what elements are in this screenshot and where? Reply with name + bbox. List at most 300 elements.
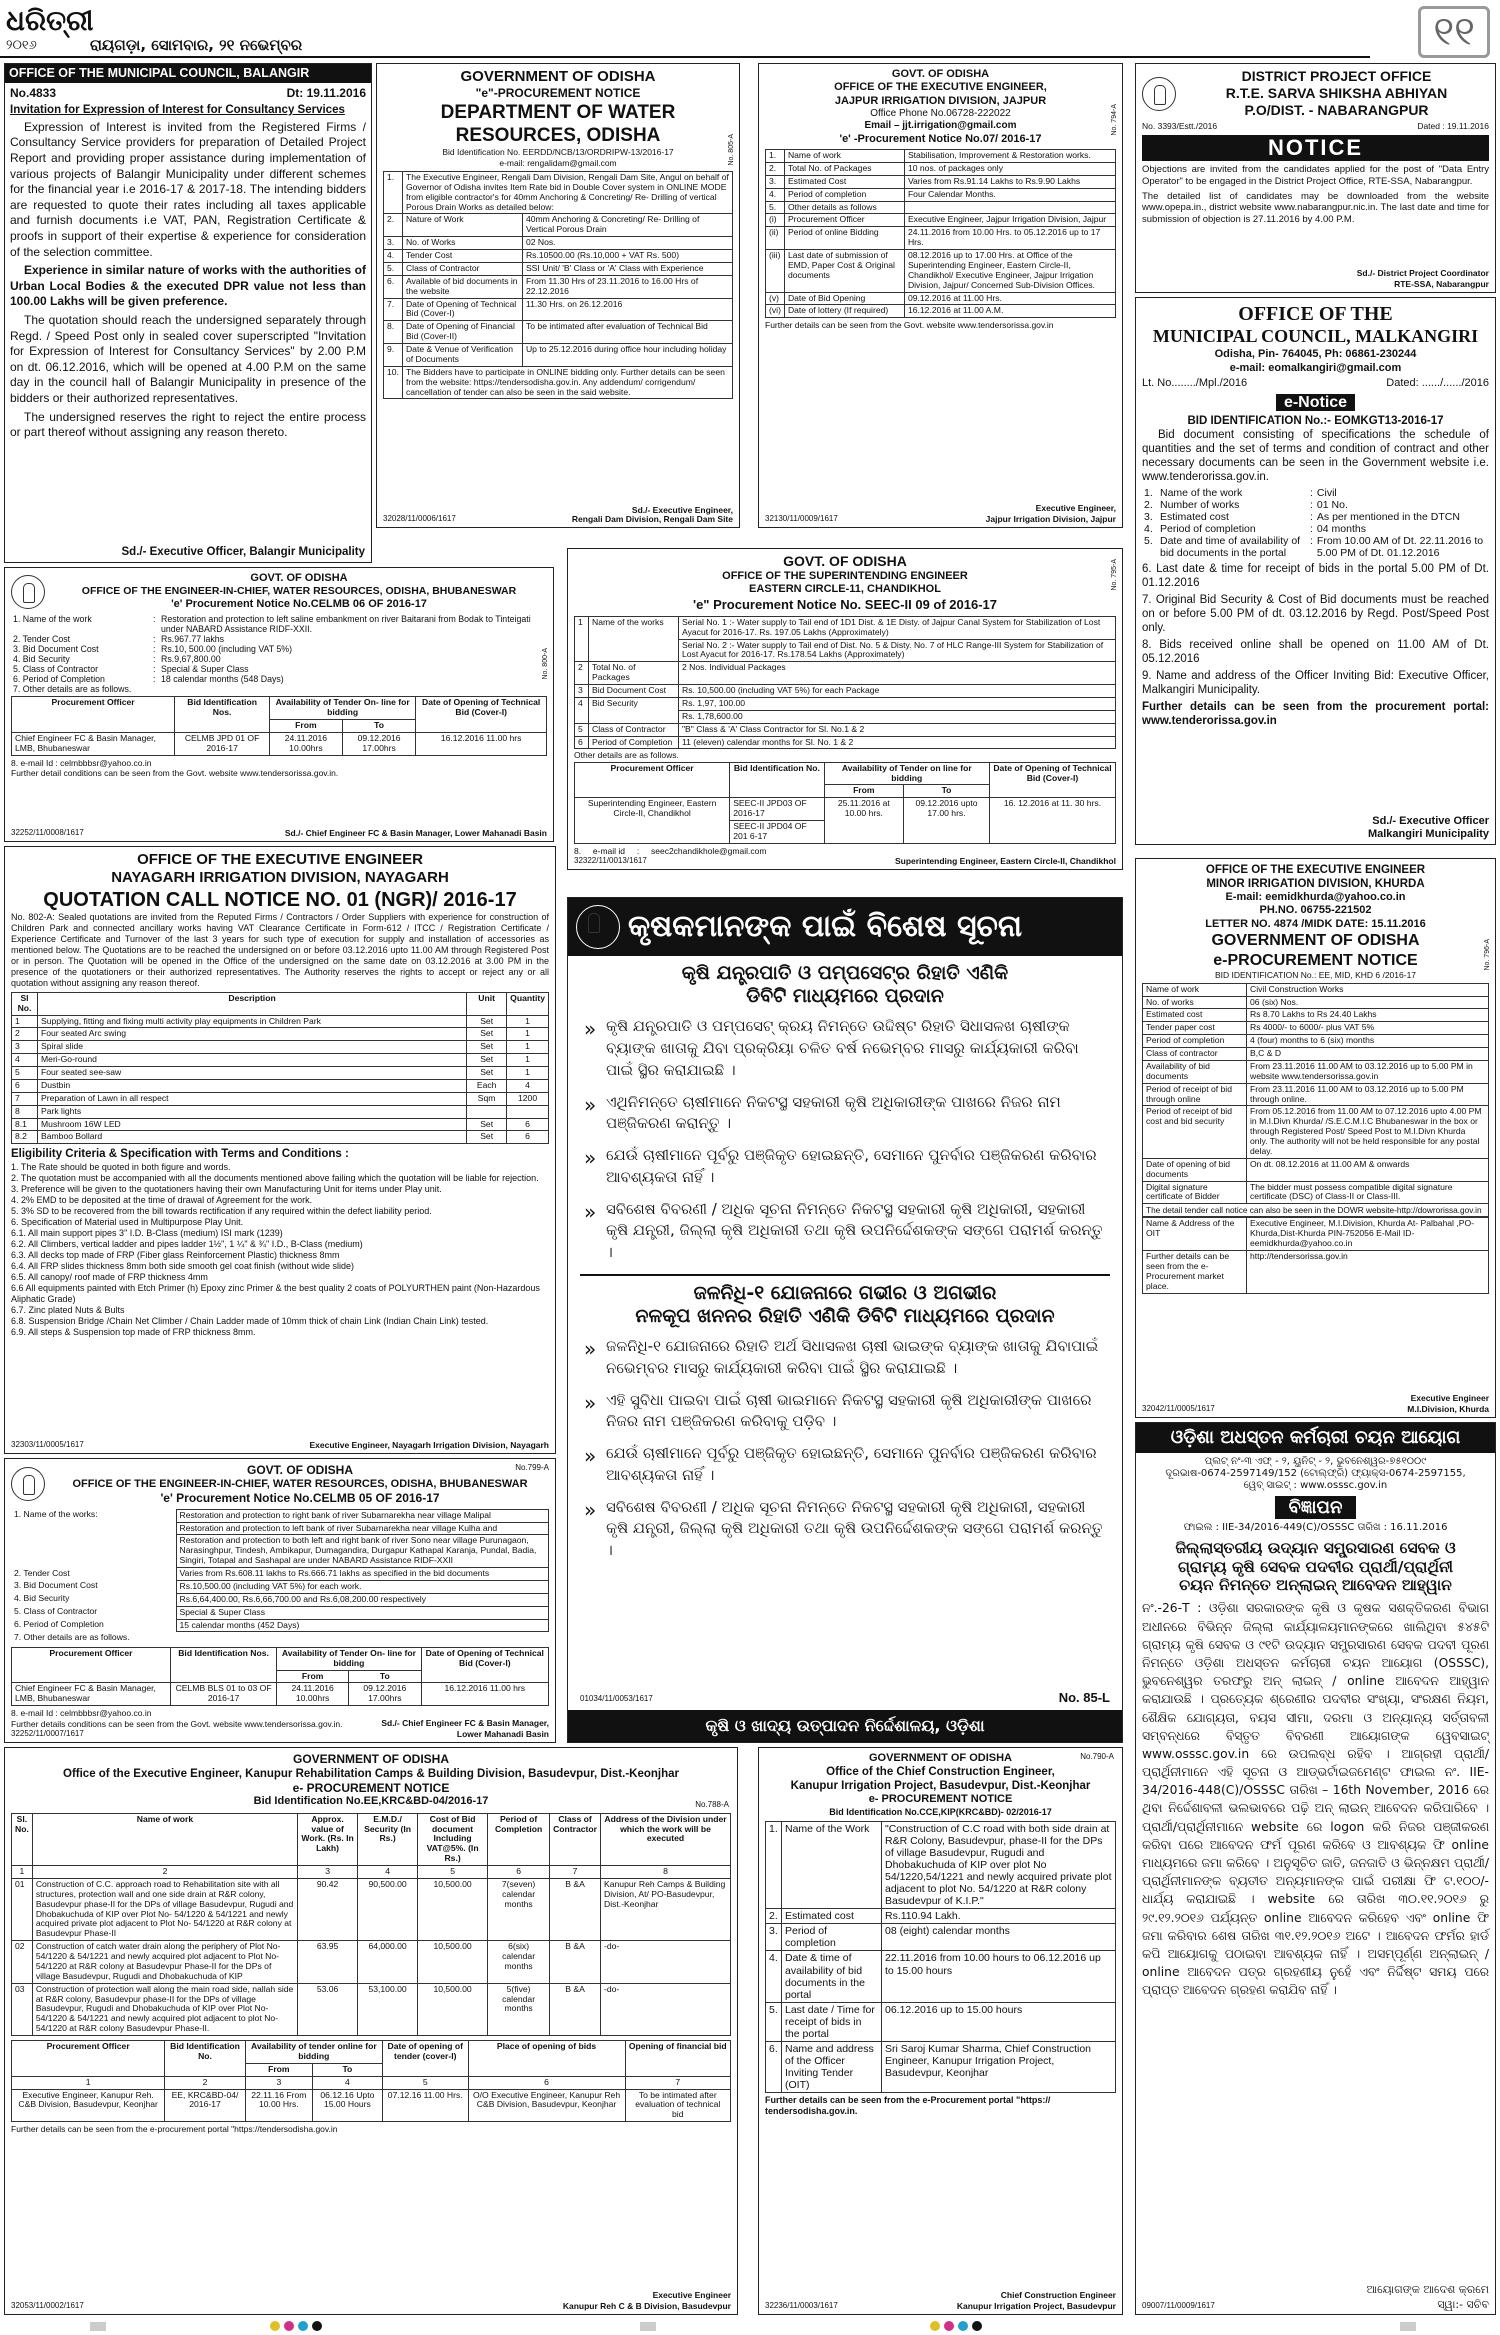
malk-cell: Period of completion <box>1160 523 1256 536</box>
nayagarh-cell: Preparation of Lawn in all respect <box>38 1092 467 1105</box>
nayagarh-cell: Mushroom 16W LED <box>38 1118 467 1131</box>
nayagarh-term: 6.2. All Climbers, vertical ladder and pipes ladder 1½", 1 ¼" & ¾" I.D., B-Class (medium) <box>11 1239 363 1250</box>
khurda-cell: http://tendersorissa.gov.in <box>1247 1251 1489 1294</box>
page-number: ୧୧ <box>1418 6 1490 58</box>
krushak-code: 01034/11/0053/1617 <box>580 1694 653 1704</box>
celmb06-item-cell: 1. Name of the work <box>13 613 92 624</box>
krushak-bullet: » ସବିଶେଷ ବିବରଣୀ / ଅଧିକ ସୂଚନା ନିମନ୍ତେ ନିକଟସ୍ଥ ସହକାରୀ କୃଷି ଅଧିକାରୀ, ସହକାରୀ କୃଷି ଯନ୍ତ୍ରୀ, ଜିଲ୍ଲା କୃଷି ଅଧିକାରୀ ତଥା କୃଷି ଉପନିର୍ଦ୍ଦେଶକଙ୍କ ସଙ୍ଗେ ପରାମର୍ଶ କରନ୍ତୁ । <box>580 1497 1110 1562</box>
dowr-line2: "e"-PROCUREMENT NOTICE <box>475 86 641 101</box>
kanupur1-cell: 10,500.00 <box>418 1941 488 1984</box>
nabarangpur-date: Dated : 19.11.2016 <box>1417 121 1489 132</box>
nayagarh-eligibility: Eligibility Criteria & Specification with Terms and Conditions : <box>11 1148 349 1161</box>
khurda-line1: OFFICE OF THE EXECUTIVE ENGINEER <box>1205 864 1426 876</box>
khurda-cell: Name of work <box>1143 983 1247 996</box>
kanupur2-cell: 6. <box>766 2041 782 2092</box>
balangir-signature: Sd./- Executive Officer, Balangir Municipality <box>121 545 365 558</box>
malk-cell: 4. <box>1144 523 1153 536</box>
kanupur2-cell: 1. <box>766 1821 782 1908</box>
kanupur1-cell: 06.12.16 Upto 15.00 Hours <box>312 2089 382 2122</box>
kanupur2-code: 32236/11/0003/1617 <box>765 2301 838 2311</box>
jajpur-cell: 08.12.2016 up to 17.00 Hrs. at Office of the Superintending Engineer, Eastern Circle-II, Chandikhol/ Executive Engineer, Jajpur Irrigation Division, Jajpur/ Concerned Sub-Division Offices. <box>904 250 1115 293</box>
malk-cell: 3. <box>1144 511 1153 524</box>
dowr-email: e-mail: rengalidam@gmail.com <box>499 157 617 168</box>
nayagarh-sign: Executive Engineer, Nayagarh Irrigation Division, Nayagarh <box>309 1439 549 1450</box>
kanupur1-line3: e- PROCUREMENT NOTICE <box>292 1780 450 1795</box>
khurda-line2: MINOR IRRIGATION DIVISION, KHURDA <box>1206 878 1425 891</box>
kanupur1-sign1: Executive Engineer <box>652 2289 731 2300</box>
registration-strip <box>0 2318 1500 2335</box>
balangir-para-3: The quotation should reach the undersigned separately through Regd. / Speed Post only in sealed cover superscripted "Invitation for Expression of Interest for Consultancy Services" by 2.00 P.M on dt. 06.12.2016, which will be opened at 4.00 P.M on the same day in the council hall of Balangir Municipality in presence of the bidders or their authorized representatives. <box>10 313 366 405</box>
nayagarh-cell: Set <box>467 1054 507 1067</box>
kanupur2-cell: 5. <box>766 2002 782 2041</box>
table-row <box>1143 1251 1489 1294</box>
kanupur2-line1: GOVERNMENT OF ODISHA <box>868 1752 1012 1764</box>
dowr-cell: Date of Opening of Financial Bid (Cover-II) <box>402 321 522 344</box>
krushak-heading-3: ଜଳନିଧି-୧ ଯୋଜନାରେ ଗଭୀର ଓ ଅଗଭୀର <box>693 1281 997 1304</box>
khurda-line5: LETTER NO. 4874 /MIDK DATE: 15.11.2016 <box>1205 917 1426 930</box>
jajpur-cell: Total No. of Packages <box>784 162 904 175</box>
malk-cell: 01 No. <box>1316 499 1348 512</box>
celmb06-item-cell: : <box>153 664 156 675</box>
kanupur1-bid-table <box>11 2040 731 2122</box>
kanupur2-cell: Period of completion <box>782 1924 882 1951</box>
kanupur2-cell: Name and address of the Officer Inviting Tender (OIT) <box>782 2041 882 2092</box>
table-row <box>1143 1035 1489 1048</box>
nayagarh-th: Sl No. <box>12 992 38 1015</box>
kanupur1-cell: -do- <box>601 1983 731 2035</box>
nabarangpur-para-2: The detailed list of candidates may be downloaded from the website www.opepa.in., district website www.nabarangpur.nic.in. The last date and time for submission of objection is 27.11.2016 by 4.00 P.M. <box>1142 190 1489 225</box>
celmb05-cell: Rs.6,64,400.00, Rs.6,66,700.00 and Rs.6,08,200.00 respectively <box>176 1593 549 1606</box>
table-row <box>575 697 1116 710</box>
nayagarh-cell: 1 <box>507 1015 549 1028</box>
celmb05-cell: 5. Class of Contractor <box>14 1606 98 1617</box>
nayagarh-cell: 1 <box>507 1041 549 1054</box>
seec-th-from: From <box>824 785 904 798</box>
nayagarh-cell: Set <box>467 1015 507 1028</box>
jajpur-cell: Varies from Rs.91.14 Lakhs to Rs.9.90 Lakhs <box>904 175 1115 188</box>
nayagarh-para-1: No. 802-A: Sealed quotations are invited from the Reputed Firms / Contractors / Order Suppliers with experience for construction of Children Park and connected ancillary works having VAT Clearance Certificate in Form-612 / ITCC / Registration Certificate / Experience Certificate and Turnover of the last 3 years for such type of execution for supply and installation of accessories as mentioned below. The Quotations are to be reached the undersigned on or before 03.12.2016 upto 11.00 AM through Registered Post or in person. The Quotation will be opened in the Office of the undersigned on the same date on 03.12.2016 at 3.00 PM in the presence of the quotationers or their authorized representatives. The Authority reserves the rights to accept or reject any or all quotation without assigning any reason thereof. <box>11 911 549 988</box>
table-row <box>766 214 1116 227</box>
dowr-table <box>383 171 733 400</box>
table-row <box>1143 1022 1489 1035</box>
kanupur2-cell: 22.11.2016 from 10.00 hours to 06.12.2016 up to 15.00 hours <box>882 1951 1116 2002</box>
table-row <box>766 292 1116 305</box>
malkangiri-line2: MUNICIPAL COUNCIL, MALKANGIRI <box>1152 326 1479 347</box>
celmb06-item-cell: 4. Bid Security <box>13 654 70 665</box>
kanupur1-cell: B &A <box>550 1878 601 1940</box>
seec-cell: Rs. 10,500.00 (including VAT 5%) for each Package <box>679 685 1116 698</box>
kanupur1-cell: B &A <box>550 1941 601 1984</box>
registration-mark <box>270 2321 280 2331</box>
seec-line3: EASTERN CIRCLE-11, CHANDIKHOL <box>749 583 941 596</box>
jajpur-cell: (vi) <box>766 305 785 318</box>
registration-mark <box>930 2321 940 2331</box>
seec-table <box>574 616 1116 750</box>
list-item <box>11 644 547 654</box>
dowr-cell: 02 Nos. <box>522 237 732 250</box>
nayagarh-terms <box>11 1162 549 1338</box>
kanupur1-footnote: Further details can be seen from the e-procurement portal "https://tendersodisha.gov.in <box>11 2124 338 2135</box>
kanupur2-tag: No.790-A <box>1080 1752 1114 1761</box>
list-item <box>11 634 547 644</box>
ad-kanupur-cce <box>758 1747 1123 2315</box>
table-row <box>12 1041 549 1054</box>
malkangiri-item-9: 9. Name and address of the Officer Inviting Bid: Executive Officer, Malkangiri Municipality. <box>1142 669 1489 696</box>
celmb05-cell: 7. Other details are as follows. <box>14 1631 130 1642</box>
nayagarh-term: 6.6 All equipments painted with Etch Primer (h) Epoxy zinc Primer & the best quality 2 coats of POLYURTHEN paint (Non-Hazardous Aliphatic Grade) <box>11 1282 540 1304</box>
kanupur2-table <box>765 1821 1116 2093</box>
celmb05-cell: Rs.10,500.00 (including VAT 5%) for each work. <box>176 1580 549 1593</box>
kanupur1-cell: Construction of C.C. approach road to Rehabilitation site with all structures, protection wall and one side drain at R&R colony, Basudevpur phase-II for the DPs of village Basudevpur, Rugudi and Dhobakuchuda of KIP over Plot No- 54/1220 & 54/1221 and newly acquired private plot adjacent to Plot No- 54/1220 at R&R colony at Basudevpur Phase-II <box>32 1878 297 1940</box>
dowr-cell: 40mm Anchoring & Concreting/ Re- Drilling of Vertical Porous Drain <box>522 214 732 237</box>
kanupur1-num: 2 <box>32 1866 297 1879</box>
nayagarh-cell: Park lights <box>38 1105 467 1118</box>
celmb06-item-cell: 5. Class of Contractor <box>13 664 99 675</box>
kanupur1-num: 1 <box>12 2076 165 2089</box>
dowr-cell: 9. <box>384 344 403 367</box>
table-row <box>11 1593 549 1606</box>
celmb06-th-from: From <box>269 720 342 733</box>
kanupur1-th2-from: From <box>245 2063 312 2076</box>
kanupur1-num: 4 <box>312 2076 382 2089</box>
celmb06-email: 8. e-mail Id : celmbbbsr@yahoo.co.in <box>11 757 152 768</box>
seec-email: 8. e-mail id : seec2chandikhole@gmail.com <box>574 845 767 856</box>
kanupur1-cell: Executive Engineer, Kanupur Reh. C&B Division, Basudevpur, Keonjhar <box>12 2089 165 2122</box>
table-row <box>766 150 1116 163</box>
table-row <box>384 250 733 263</box>
nayagarh-term: 6.9. All steps & Suspension top made of FRP thickness 8mm. <box>11 1326 256 1337</box>
celmb05-cell: CELMB BLS 01 to 03 OF 2016-17 <box>170 1683 276 1706</box>
nayagarh-cell: 5 <box>12 1067 38 1080</box>
osssc-address-1: ପ୍ଲଟ୍ ନଂ-୩ ଏଫ୍ - ୨, ୟୁନିଟ୍ - ୨, ଭୁବନେଶ୍ୱର-୭୫୧୦୦୯ <box>1204 1455 1427 1467</box>
osssc-address-3: ୱେବ୍ ସାଇଟ୍ : www.osssc.gov.in <box>1243 1480 1388 1492</box>
malkangiri-item-7: 7. Original Bid Security & Cost of Bid documents must be reached on or before 5.00 PM of dt. 03.12.2016 by Regd. Post/Speed Post only. <box>1142 593 1489 634</box>
kanupur2-footnote: Further details can be seen from the e-Procurement portal "https:// tendersodisha.gov.in. <box>765 2095 1051 2117</box>
krushak-bullet: » ଏହି ସୁବିଧା ପାଇବା ପାଇଁ ଚାଷୀ ଭାଇମାନେ ନିକଟସ୍ଥ ସହକାରୀ କୃଷି ଅଧିକାରୀଙ୍କ ପାଖରେ ନିଜର ନାମ ପଞ୍ଜିକରଣ କରିବାକୁ ପଡ଼ିବ । <box>580 1390 1110 1434</box>
kanupur2-line5: Bid Identification No.CCE,KIP(KRC&BD)- 02/2016-17 <box>829 1806 1052 1817</box>
dowr-cell: 5. <box>384 262 403 275</box>
table-row <box>12 1683 549 1706</box>
malk-cell: 04 months <box>1316 523 1366 536</box>
celmb05-items <box>11 1509 549 1644</box>
kanupur1-th2-to: To <box>312 2063 382 2076</box>
seec-cell: Bid Document Cost <box>589 685 679 698</box>
jajpur-line4: Office Phone No.06728-222022 <box>870 108 1011 120</box>
kanupur1-cell: O/O Executive Engineer, Kanupur Reh C&B Division, Basudevpur, Keonjhar <box>468 2089 625 2122</box>
kanupur1-cell: 22.11.16 From 10.00 Hrs. <box>245 2089 312 2122</box>
seec-code: 32322/11/0013/1617 <box>574 856 647 866</box>
celmb06-cell: 24.11.2016 10.00hrs <box>269 733 342 756</box>
osssc-title: ଓଡ଼ିଶା ଅଧସ୍ତନ କର୍ମଚାରୀ ଚୟନ ଆୟୋଗ <box>1136 1423 1495 1453</box>
celmb05-th-avail: Availability of Tender On- line for bidding <box>277 1647 421 1670</box>
list-item <box>11 684 547 694</box>
celmb06-table <box>11 696 547 755</box>
nayagarh-cell: 1200 <box>507 1092 549 1105</box>
jajpur-cell: Stabilisation, Improvement & Restoration works. <box>904 150 1115 163</box>
table-row <box>1143 996 1489 1009</box>
kanupur1-cell: 10,500.00 <box>418 1983 488 2035</box>
balangir-para-1: Expression of Interest is invited from the Registered Firms / Consultancy Service providers for preparation of Detailed Project Report and providing proper assistance during implementation of various projects of Balangir Municipality under different schemes for the financial year i.e 2016-17 & 2017-18. The intending bidders are requested to quote their rates including all taxes applicable and furnish documents i.e VAT, PAN, Registration Certificate & proofs in support of their expertise & experience for consideration of the selection committee. <box>10 119 366 259</box>
kanupur1-cell: 07.12.16 11.00 Hrs. <box>382 2089 468 2122</box>
seec-th-avail: Availability of Tender on line for bidding <box>824 762 989 785</box>
kanupur1-cell: To be intimated after evaluation of technical bid <box>625 2089 730 2122</box>
celmb05-cell: 24.11.2016 10.00hrs <box>277 1683 349 1706</box>
ad-balangir <box>4 63 372 563</box>
celmb05-cell: 09.12.2016 17.00hrs <box>349 1683 422 1706</box>
jajpur-cell: Period of online Bidding <box>784 227 904 250</box>
krushak-bullet: » ଏଥିନିମନ୍ତେ ଚାଷୀମାନେ ନିକଟସ୍ଥ ସହକାରୀ କୃଷି ଅଧିକାରୀଙ୍କ ପାଖରେ ନିଜର ନାମ ପଞ୍ଜିକରଣ କରାନ୍ତୁ । <box>580 1092 1110 1136</box>
nayagarh-th: Quantity <box>507 992 549 1015</box>
seec-to: 09.12.2016 upto 17.00 hrs. <box>904 798 990 844</box>
kanupur2-line3: Kanupur Irrigation Project, Basudevpur, Dist.-Keonjhar <box>790 1780 1091 1793</box>
kanupur1-cell: 64,000.00 <box>358 1941 418 1984</box>
nayagarh-cell: 4 <box>12 1054 38 1067</box>
nabarangpur-line3: P.O/DIST. - NABARANGPUR <box>1244 102 1429 119</box>
jajpur-cell <box>904 201 1115 214</box>
kanupur2-sign2: Kanupur Irrigation Project, Basudevpur <box>956 2300 1116 2311</box>
list-item <box>11 674 547 684</box>
nayagarh-cell: Four seated Arc swing <box>38 1028 467 1041</box>
table-row <box>766 162 1116 175</box>
table-row <box>12 1105 549 1118</box>
kanupur1-code: 32053/11/0002/1617 <box>11 2301 84 2311</box>
ad-kanupur-rehab <box>4 1747 738 2315</box>
kanupur1-th: Address of the Division under which the work will be executed <box>601 1813 731 1865</box>
table-row <box>11 1619 549 1632</box>
table-row <box>12 1028 549 1041</box>
nayagarh-cell: 1 <box>507 1028 549 1041</box>
dowr-line1: GOVERNMENT OF ODISHA <box>460 68 656 85</box>
nayagarh-line3: QUOTATION CALL NOTICE NO. 01 (NGR)/ 2016-17 <box>43 888 517 911</box>
celmb05-cell <box>176 1632 549 1644</box>
malk-cell: : <box>1310 487 1313 500</box>
kanupur1-num: 5 <box>418 1866 488 1879</box>
nabarangpur-line2: R.T.E. SARVA SHIKSHA ABHIYAN <box>1225 85 1448 102</box>
divider <box>580 1274 1110 1276</box>
kanupur2-cell: Last date / Time for receipt of bids in the portal <box>782 2002 882 2041</box>
kanupur1-num: 1 <box>12 1866 33 1879</box>
seec-cell: Period of Completion <box>589 736 679 749</box>
celmb05-line3: 'e' Procurement Notice No.CELMB 05 OF 2016-17 <box>160 1491 440 1506</box>
celmb06-item-cell: 18 calendar months (548 Days) <box>161 674 284 685</box>
table-row <box>12 1118 549 1131</box>
table-row <box>384 262 733 275</box>
krushak-heading-1: କୃଷି ଯନ୍ତ୍ରପାତି ଓ ପମ୍ପସେଟ୍‌ର ରିହାତି ଏଣିକି <box>681 962 1009 984</box>
jajpur-cell: 24.11.2016 from 10.00 Hrs. to 05.12.2016 up to 17 Hrs. <box>904 227 1115 250</box>
khurda-sign2: M.I.Division, Khurda <box>1407 1403 1489 1414</box>
khurda-cell: 4 (four) months to 6 (six) months <box>1247 1035 1489 1048</box>
table-row <box>384 275 733 298</box>
celmb06-item-cell: Rs.10, 500.00 (including VAT 5%) <box>161 643 293 654</box>
seec-from: 25.11.2016 at 10.00 hrs. <box>824 798 904 844</box>
kanupur1-th: Class of Contractor <box>550 1813 601 1865</box>
malkangiri-letter-no: Lt. No......../Mpl./2016 <box>1142 377 1248 390</box>
kanupur2-cell: 2. <box>766 1909 782 1924</box>
jajpur-cell: 4. <box>766 188 785 201</box>
seec-cell: "B" Class & 'A' Class Contractor for Sl. No.1 & 2 <box>679 723 1116 736</box>
celmb05-cell: Special & Super Class <box>176 1606 549 1619</box>
celmb05-work-1: Restoration and protection to right bank of river Subarnarekha near village Malipal <box>176 1509 549 1522</box>
nayagarh-cell: 4 <box>507 1079 549 1092</box>
nabarangpur-no: No. 3393/Estt./2016 <box>1142 121 1218 132</box>
khurda-tag: No. 796-A <box>1484 939 1492 971</box>
nayagarh-cell: 1 <box>507 1054 549 1067</box>
table-row <box>766 1821 1116 1908</box>
nayagarh-cell: 8.2 <box>12 1131 38 1144</box>
khurda-cell: Further details can be seen from the e-Procurement market place. <box>1143 1251 1247 1294</box>
nayagarh-term: 2. The quotation must be accompanied with all the documents mentioned above failing which the quotation will be liable for rejection. <box>11 1173 539 1184</box>
dowr-cell: 6. <box>384 275 403 298</box>
malkangiri-item-8: 8. Bids received online shall be opened on 11.00 AM of Dt. 05.12.2016 <box>1142 638 1489 665</box>
jajpur-footnote: Further details can be seen from the Govt. website www.tendersorissa.gov.in <box>765 320 1054 331</box>
table-row <box>766 305 1116 318</box>
kanupur1-cell: 01 <box>12 1878 33 1940</box>
celmb05-cell: 3. Bid Document Cost <box>14 1580 98 1591</box>
nayagarh-term: 6.5. All canopy/ roof made of FRP thickness 4mm <box>11 1271 208 1282</box>
masthead-dateline: ରାୟଗଡ଼ା, ସୋମବାର, ୨୧ ନଭେମ୍ବର <box>90 36 303 54</box>
khurda-cell: Name & Address of the OIT <box>1143 1218 1247 1251</box>
nayagarh-cell: 6 <box>507 1131 549 1144</box>
kanupur2-line2: Office of the Chief Construction Engineer, <box>826 1766 1055 1779</box>
celmb05-work-2: Restoration and protection to left bank of river Subarnarekha near village Kulha and <box>176 1522 549 1535</box>
table-row <box>575 616 1116 639</box>
krushak-banner: କୃଷକମାନଙ୍କ ପାଇଁ ବିଶେଷ ସୂଚନା <box>628 908 1022 944</box>
table-row <box>384 171 733 214</box>
ad-nabarangpur <box>1135 63 1496 293</box>
dowr-cell: 7. <box>384 298 403 321</box>
nayagarh-cell: 8 <box>12 1105 38 1118</box>
kanupur1-th: Cost of Bid document Including VAT@5%. (In Rs.) <box>418 1813 488 1865</box>
nayagarh-cell: 8.1 <box>12 1118 38 1131</box>
table-row <box>575 736 1116 749</box>
dowr-cell: The Bidders have to participate in ONLINE bidding only. Further details can be seen from the website: https://tendersodisha.gov.in. Any addendum/ corrigendum/ cancellation of tender can also be seen in the said website. <box>402 366 732 399</box>
table-row <box>384 344 733 367</box>
table-row <box>575 685 1116 698</box>
masthead <box>0 0 1500 60</box>
kanupur2-cell: Date & time of availability of bid documents in the portal <box>782 1951 882 2002</box>
registration-mark <box>972 2321 982 2331</box>
khurda-line7: e-PROCUREMENT NOTICE <box>1213 951 1418 969</box>
balangir-title: OFFICE OF THE MUNICIPAL COUNCIL, BALANGIR <box>5 64 371 83</box>
dowr-cell: SSI Unit/ 'B' Class or 'A' Class with Experience <box>522 262 732 275</box>
nayagarh-cell: 7 <box>12 1092 38 1105</box>
celmb05-email: 8. e-mail Id : celmbbbsr@yahoo.co.in <box>11 1708 152 1719</box>
nayagarh-cell: 1 <box>12 1015 38 1028</box>
list-item <box>11 614 547 634</box>
table-row <box>12 1941 731 1984</box>
celmb06-th-to: To <box>342 720 415 733</box>
celmb06-item-cell: 6. Period of Completion <box>13 674 105 685</box>
jajpur-cell: (v) <box>766 292 785 305</box>
kanupur1-cell: Construction of catch water drain along the periphery of Plot No- 54/1220 & 54/1221 and newly acquired plot adjacent to Plot No-54/1220 at R&R colony at Basudevpur Phase-II for the DPs of village Basudevpur, Rugudi and Dhobakuchuda of KIP <box>32 1941 297 1984</box>
kanupur1-cell: EE, KRC&BD-04/ 2016-17 <box>165 2089 246 2122</box>
masthead-year: ୨୦୧୬ <box>6 38 37 53</box>
jajpur-cell: (i) <box>766 214 785 227</box>
kanupur2-cell: 08 (eight) calendar months <box>882 1924 1116 1951</box>
table-row <box>766 1951 1116 2002</box>
khurda-note: The detail tender call notice can also be seen in the DOWR website-http://dowrorissa.gov.in <box>1142 1204 1489 1217</box>
table-row <box>766 2002 1116 2041</box>
celmb06-item-cell: Rs.967.77 lakhs <box>161 633 225 644</box>
nayagarh-term: 1. The Rate should be quoted in both figure and words. <box>11 1162 231 1173</box>
dowr-cell: Rs.10500.00 (Rs.10,000 + VAT Rs. 500) <box>522 250 732 263</box>
jajpur-cell: Four Calendar Months. <box>904 188 1115 201</box>
krushak-list-1 <box>580 1016 1110 1264</box>
kanupur2-cell: 06.12.2016 up to 15.00 hours <box>882 2002 1116 2041</box>
table-row <box>12 2076 731 2089</box>
kanupur1-num: 5 <box>382 2076 468 2089</box>
kanupur2-line4: e- PROCUREMENT NOTICE <box>868 1793 1013 1806</box>
table-row <box>1143 1158 1489 1181</box>
kanupur1-num: 8 <box>601 1866 731 1879</box>
table-row <box>766 201 1116 214</box>
jajpur-sign2: Jajpur Irrigation Division, Jajpur <box>985 513 1116 524</box>
table-row <box>575 723 1116 736</box>
nabarangpur-para-1: Objections are invited from the candidates applied for the post of "Data Entry Operator" to be engaged in the District Project Office, RTE-SSA, Nabarangpur. <box>1142 164 1489 187</box>
celmb05-line2: OFFICE OF THE ENGINEER-IN-CHIEF, WATER RESOURCES, ODISHA, BHUBANESWAR <box>72 1477 528 1490</box>
khurda-cell: Tender paper cost <box>1143 1022 1247 1035</box>
dowr-cell: 10. <box>384 366 403 399</box>
khurda-table-2 <box>1142 1217 1489 1293</box>
seec-th-bid: Bid Identification No. <box>730 762 824 798</box>
seec-cell: Bid Security <box>589 697 679 723</box>
table-row <box>12 1092 549 1105</box>
table-row <box>766 250 1116 293</box>
khurda-cell: Date of opening of bid documents <box>1143 1158 1247 1181</box>
krushak-bullet: » କୃଷି ଯନ୍ତ୍ରପାତି ଓ ପମ୍ପସେଟ୍ କ୍ରୟ ନିମନ୍ତେ ଉଦ୍ଦିଷ୍ଟ ରିହାତି ସିଧାସଳଖ ଚାଷୀଙ୍କ ବ୍ୟାଙ୍କ ଖାତାକୁ ଯିବା ପ୍ରକ୍ରିୟା ଚଳିତ ବର୍ଷ ନଭେମ୍ବର ମାସରୁ କାର୍ଯ୍ୟକାରୀ କରିବା ପାଇଁ ସ୍ଥିର କରାଯାଇଛି । <box>580 1016 1110 1081</box>
seec-cell: 2 <box>575 662 589 685</box>
celmb06-th-avail: Availability of Tender On- line for bidding <box>269 697 415 720</box>
kanupur1-cell: Kanupur Reh Camps & Building Division, At/ PO-Basudevpur, Dist.-Keonjhar <box>601 1878 731 1940</box>
dowr-cell: Date & Venue of Verification of Documents <box>402 344 522 367</box>
seec-cell: 3 <box>575 685 589 698</box>
celmb05-footnote: Further details conditions can be seen from the Govt. website www.tendersorissa.gov.in. <box>11 1718 343 1729</box>
balangir-date: Dt: 19.11.2016 <box>286 86 366 101</box>
dowr-cell: 3. <box>384 237 403 250</box>
kanupur1-cell: 02 <box>12 1941 33 1984</box>
ad-dowr-rengali <box>376 63 740 528</box>
malkangiri-para-1: Bid document consisting of specifications the schedule of quantities and the set of terms and condition of contract and other necessary documents can be seen in the Government website i.e. www.tenderorissa.gov.in. <box>1142 429 1489 484</box>
krushak-bullet: » ଯେଉଁ ଚାଷୀମାନେ ପୂର୍ବରୁ ପଞ୍ଜିକୃତ ହୋଇଛନ୍ତି, ସେମାନେ ପୁନର୍ବାର ପଞ୍ଜିକରଣ କରିବାର ଆବଶ୍ୟକତା ନାହିଁ । <box>580 1443 1110 1487</box>
celmb06-item-cell <box>159 684 547 694</box>
jajpur-cell: 16.12.2016 at 11.00 A.M. <box>904 305 1115 318</box>
kanupur1-cell: 5(five) calendar months <box>488 1983 550 2035</box>
seec-officer: Superintending Engineer, Eastern Circle-II, Chandikhol <box>575 798 730 844</box>
jajpur-cell: Name of work <box>784 150 904 163</box>
seec-cell: 6 <box>575 736 589 749</box>
osssc-heading-1: ଜିଲ୍ଲାସ୍ତରୀୟ ଉଦ୍ୟାନ ସମ୍ପ୍ରସାରଣ ସେବକ ଓ <box>1175 1538 1456 1557</box>
krushak-bullet: » ସବିଶେଷ ବିବରଣୀ / ଅଧିକ ସୂଚନା ନିମନ୍ତେ ନିକଟସ୍ଥ ସହକାରୀ କୃଷି ଅଧିକାରୀ, ସହକାରୀ କୃଷି ଯନ୍ତ୍ରୀ, ଜିଲ୍ଲା କୃଷି ଅଧିକାରୀ ତଥା କୃଷି ଉପନିର୍ଦ୍ଦେଶକଙ୍କ ସଙ୍ଗେ ପରାମର୍ଶ କରନ୍ତୁ । <box>580 1199 1110 1264</box>
table-row <box>1143 1218 1489 1251</box>
krushak-heading-2: ଡିବିଟି ମାଧ୍ୟମରେ ପ୍ରଦାନ <box>746 985 944 1008</box>
khurda-cell: Rs 8.70 Lakhs to Rs 24.40 Lakhs <box>1247 1009 1489 1022</box>
table-row <box>575 798 1116 821</box>
seec-th-to: To <box>904 785 990 798</box>
kanupur1-cell: 03 <box>12 1983 33 2035</box>
kanupur1-th2: Place of opening of bids <box>468 2041 625 2077</box>
dowr-cell: Nature of Work <box>402 214 522 237</box>
table-row <box>11 1632 549 1644</box>
khurda-cell: Executive Engineer, M.I.Division, Khurda At- Palbahal ,PO-Khurda,Dist-Khurda PIN-752056 E-Mail ID-eemidkhurda@yahoo.co.in <box>1247 1218 1489 1251</box>
celmb06-th-officer: Procurement Officer <box>12 697 175 733</box>
nayagarh-th: Unit <box>467 992 507 1015</box>
khurda-line3: E-mail: eemidkhurda@yahoo.co.in <box>1225 891 1406 904</box>
osssc-address-2: ଦୂରଭାଷ-0674-2597149/152 (ଟୋଲ୍‌ଫ୍ରି) ଫ୍ୟାକ୍ସ-0674-2597155, <box>1165 1468 1466 1480</box>
nayagarh-term: 6.4. All FRP slides thickness 8mm both side smooth gel coat finish (without wide slide) <box>11 1261 354 1271</box>
malkangiri-dated: Dated: ....../....../2016 <box>1386 377 1489 390</box>
table-row <box>384 237 733 250</box>
registration-mark <box>284 2321 294 2331</box>
